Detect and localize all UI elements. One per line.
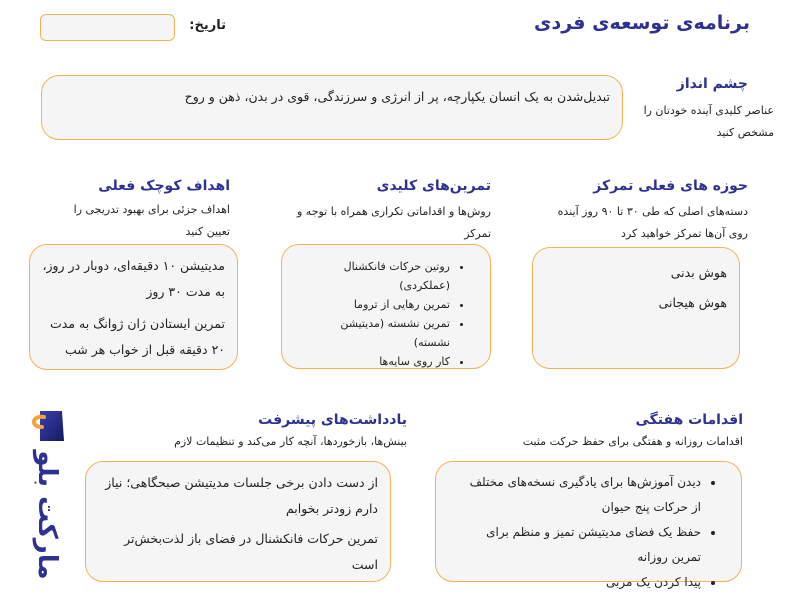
progress-notes-box[interactable] (85, 461, 391, 582)
logo (22, 405, 72, 580)
progress-notes-description: بینش‌ها، بازخوردها، آنچه کار می‌کند و تنظیمات لازم (174, 435, 407, 448)
logo-text: مارکت بلو (32, 450, 62, 580)
vision-description: عناصر کلیدی آینده خودتان را مشخص کنید (643, 104, 774, 139)
weekly-action-item: • دیدن آموزش‌ها برای یادگیری نسخه‌های مختلف از حرکات پنج حیوان (459, 470, 701, 520)
key-practices-title: تمرین‌های کلیدی (376, 178, 491, 194)
progress-note-item: تمرین حرکات فانکشنال در فضای باز لذت‌بخش‌تر است (124, 531, 378, 572)
key-practices-box[interactable] (281, 244, 491, 369)
weekly-actions-list (459, 470, 719, 595)
progress-note-item: از دست دادن برخی جلسات مدیتیشن صبحگاهی؛ نیاز دارم زودتر بخوابم (105, 475, 378, 516)
focus-area-item: هوش هیجانی (658, 295, 727, 310)
shopping-bag-icon (22, 405, 72, 455)
weekly-actions-description: اقدامات روزانه و هفتگی برای حفظ حرکت مثبت (522, 435, 743, 448)
key-practices-list (308, 257, 468, 371)
key-practice-item: • کار روی سایه‌ها (308, 352, 450, 371)
key-practice-item: • روتین حرکات فانکشنال (عملکردی) (308, 257, 450, 295)
small-goal-item: تمرین ایستادن ژان ژوانگ به مدت ۲۰ دقیقه قبل از خواب هر شب (50, 316, 225, 357)
progress-notes-list (96, 470, 378, 578)
small-goals-description: اهداف جزئی برای بهبود تدریجی را تعیین کنید (73, 203, 230, 238)
page-title: برنامه‌ی توسعه‌ی فردی (534, 12, 750, 34)
key-practices-description: روش‌ها و اقداماتی تکراری همراه با توجه و تمرکز (296, 205, 491, 240)
small-goals-list (40, 253, 225, 363)
focus-areas-list (659, 258, 727, 318)
key-practice-item: • تمرین رهایی از تروما (308, 295, 450, 314)
focus-areas-title: حوزه های فعلی تمرکز (593, 178, 748, 194)
focus-areas-description: دسته‌های اصلی که طی ۳۰ تا ۹۰ روز آینده روی آن‌ها تمرکز خواهید کرد (557, 205, 748, 240)
key-practice-item: • تمرین نشسته (مدیتیشن نشسته) (308, 314, 450, 352)
small-goal-item: مدیتیشن ۱۰ دقیقه‌ای، دوبار در روز، به مدت ۳۰ روز (42, 258, 225, 299)
focus-area-item: هوش بدنی (670, 265, 727, 280)
small-goals-box[interactable] (29, 244, 238, 370)
date-input[interactable] (40, 14, 175, 41)
vision-box[interactable] (41, 75, 623, 140)
weekly-action-item: • پیدا کردن یک مربی (459, 570, 701, 595)
vision-content: تبدیل‌شدن به یک انسان یکپارچه، پر از انرژی و سرزندگی، قوی در بدن، ذهن و روح (184, 89, 610, 104)
focus-areas-box[interactable] (532, 247, 740, 369)
date-label: تاریخ: (189, 18, 226, 33)
small-goals-title: اهداف کوچک فعلی (98, 178, 230, 194)
progress-notes-title: یادداشت‌های پیشرفت (258, 412, 407, 428)
weekly-actions-title: اقدامات هفتگی (635, 412, 743, 428)
vision-title: چشم انداز (676, 76, 748, 92)
weekly-actions-box[interactable] (435, 461, 742, 589)
weekly-action-item: • حفظ یک فضای مدیتیشن تمیز و منظم برای تمرین روزانه (459, 520, 701, 570)
